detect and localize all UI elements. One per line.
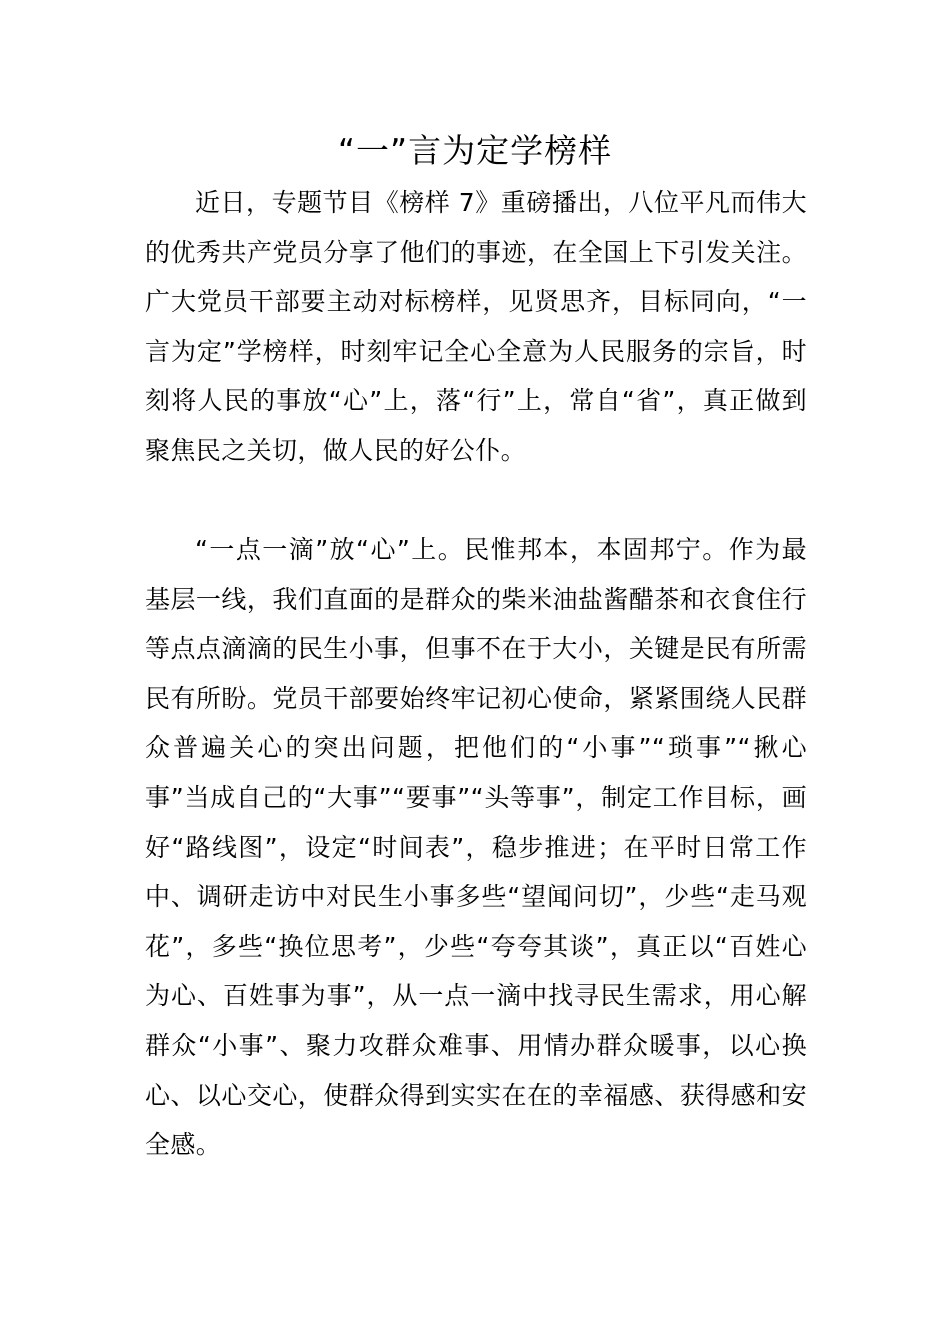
document-title: “一”言为定学榜样	[337, 131, 613, 170]
paragraph-intro: 近日，专题节目《榜样 7》重磅播出，八位平凡而伟大的优秀共产党员分享了他们的事迹，在全国上下引发关注。广大党员干部要主动对标榜样，见贤思齐，目标同向，“一言为定”学榜样，时刻牢记全心全意为人民服务的宗旨，时刻将人民的事放“心”上，落“行”上，常自“省”，真正做到聚焦民之关切，做人民的好公仆。	[145, 188, 807, 465]
paragraph-point-one: “一点一滴”放“心”上。民惟邦本，本固邦宁。作为最基层一线，我们直面的是群众的柴米油盐酱醋茶和衣食住行等点点滴滴的民生小事，但事不在于大小，关键是民有所需民有所盼。党员干部要始终牢记初心使命，紧紧围绕人民群众普遍关心的突出问题，把他们的“小事”“琐事”“揪心事”当成自己的“大事”“要事”“头等事”，制定工作目标，画好“路线图”，设定“时间表”，稳步推进；在平时日常工作中、调研走访中对民生小事多些“望闻问切”，少些“走马观花”，多些“换位思考”，少些“夸夸其谈”，真正以“百姓心为心、百姓事为事”，从一点一滴中找寻民生需求，用心解群众“小事”、聚力攻群众难事、用情办群众暖事，以心换心、以心交心，使群众得到实实在在的幸福感、获得感和安全感。	[145, 535, 807, 1160]
